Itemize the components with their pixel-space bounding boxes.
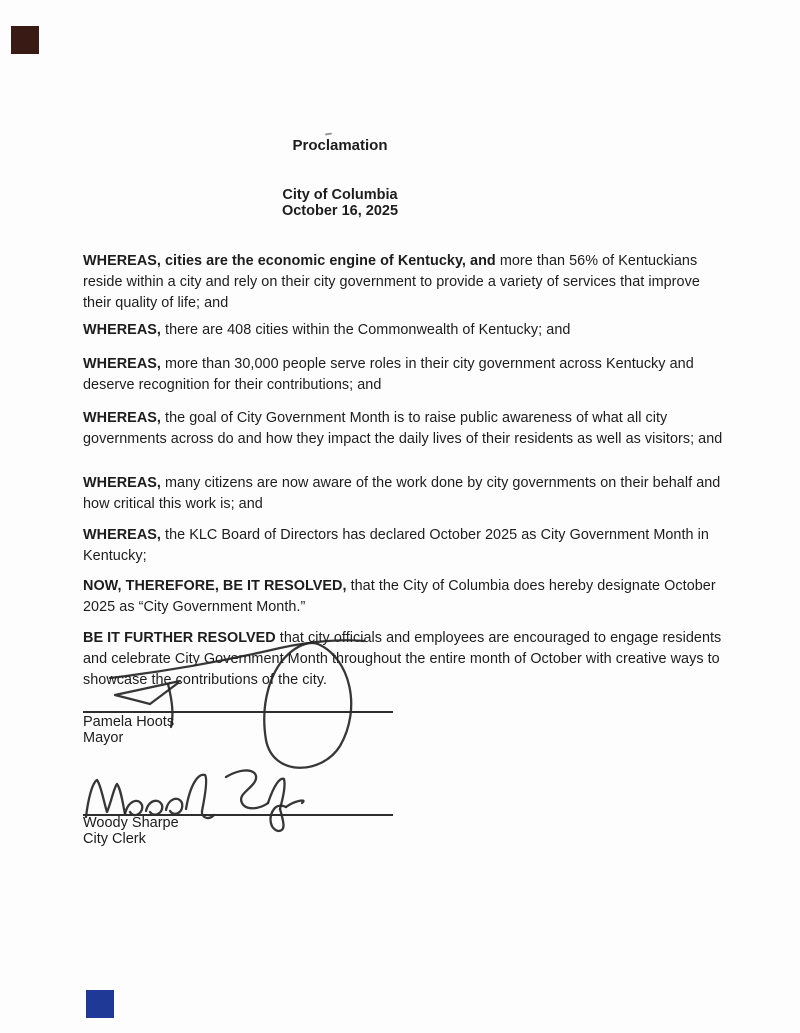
document-date: October 16, 2025 xyxy=(281,202,399,219)
paragraph-whereas-6: WHEREAS, the KLC Board of Directors has declared October 2025 as City Government Month in Kentucky; xyxy=(83,527,709,564)
mayor-name-block xyxy=(83,715,174,746)
paragraph-whereas-1: WHEREAS, cities are the economic engine of Kentucky, and more than 56% of Kentuckians reside within a city and rely on their city government to provide a variety of services that improve their quality of life; and xyxy=(83,253,700,311)
mayor-signature-line xyxy=(83,711,393,713)
paragraph-whereas-3: WHEREAS, more than 30,000 people serve roles in their city government across Kentucky and deserve recognition for their contributions; and xyxy=(83,356,694,393)
scan-artifact-bottom-left xyxy=(86,990,114,1018)
paragraph-lead: BE IT FURTHER RESOLVED xyxy=(83,630,276,646)
mayor-signature xyxy=(80,628,400,783)
paragraph-whereas-5: WHEREAS, many citizens are now aware of the work done by city governments on their behalf and how critical this work is; and xyxy=(83,475,721,512)
signer-title: City Clerk xyxy=(83,830,146,847)
paragraph-lead: WHEREAS, xyxy=(83,475,161,491)
scan-artifact-top-left xyxy=(11,26,39,54)
paragraph-lead: WHEREAS, xyxy=(83,410,161,426)
clerk-name-block xyxy=(83,816,179,847)
document-title: Proclamation xyxy=(292,137,388,154)
signer-name: Woody Sharpe xyxy=(83,815,179,831)
paragraph-lead: WHEREAS, xyxy=(83,356,161,372)
signer-title: Mayor xyxy=(83,729,124,746)
paragraph-lead: WHEREAS, xyxy=(83,322,161,338)
paragraph-further-resolved: BE IT FURTHER RESOLVED that city officials and employees are encouraged to engage residents and celebrate City Government Month throughout the entire month of October with creative ways to showcase the contributions of the city. xyxy=(83,630,722,688)
paragraph-lead: WHEREAS, cities are the economic engine of Kentucky, and xyxy=(83,253,496,269)
paragraph-resolved: NOW, THEREFORE, BE IT RESOLVED, that the City of Columbia does hereby designate October 2025 as “City Government Month.” xyxy=(83,578,716,615)
paragraph-lead: WHEREAS, xyxy=(83,527,161,543)
signer-name: Pamela Hoots xyxy=(83,714,175,730)
paragraph-whereas-4: WHEREAS, the goal of City Government Month is to raise public awareness of what all city governments across do and how they impact the daily lives of their residents as well as visitors; and xyxy=(83,410,723,447)
org-name: City of Columbia xyxy=(282,187,398,203)
paragraph-whereas-2: WHEREAS, there are 408 cities within the Commonwealth of Kentucky; and xyxy=(83,322,571,338)
document-subtitle xyxy=(0,188,680,219)
paragraph-lead: NOW, THEREFORE, BE IT RESOLVED, xyxy=(83,578,347,594)
